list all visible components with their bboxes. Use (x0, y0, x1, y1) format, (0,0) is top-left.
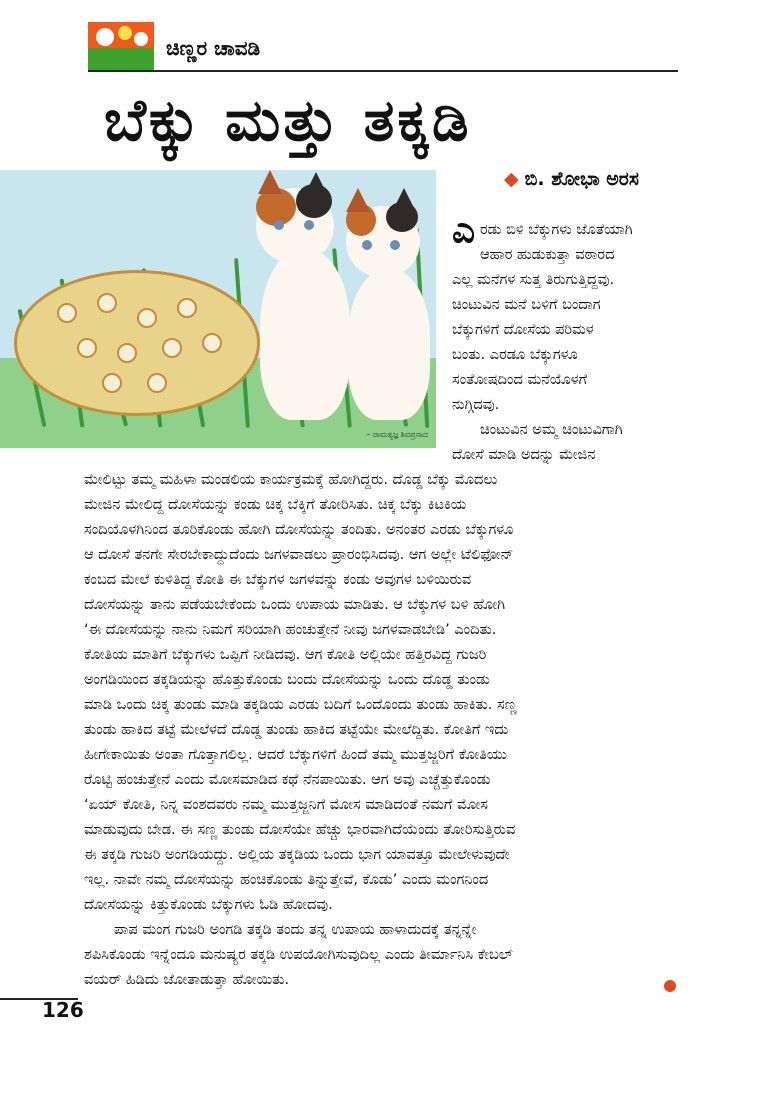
paragraph-line: ಸಂದಿಯೊಳಗಿನಿಂದ ತೂರಿಕೊಂಡು ಹೋಗಿ ದೋಸೆಯನ್ನು ತಂದಿತು. ಅನಂತರ ಎರಡು ಬೆಕ್ಕುಗಳೂ (84, 522, 514, 538)
paragraph-line: ಆ ದೋಸೆ ತನಗೇ ಸೇರಬೇಕಾದ್ದುದೆಂದು ಜಗಳವಾಡಲು ಪ್ರಾರಂಭಿಸಿದವು. ಆಗ ಅಲ್ಲೇ ಟೆಲಿಫೋನ್ (84, 547, 514, 563)
paragraph-line: ಮೇಲಿಟ್ಟು ತಮ್ಮ ಮಹಿಳಾ ಮಂಡಲಿಯ ಕಾರ್ಯಕ್ರಮಕ್ಕೆ ಹೋಗಿದ್ದರು. ದೊಡ್ಡ ಬೆಕ್ಕು ಮೊದಲು (84, 472, 498, 488)
paragraph-line: ಮಾಡುವುದು ಬೇಡ. ಈ ಸಣ್ಣ ತುಂಡು ದೋಸೆಯೇ ಹೆಚ್ಚು ಭಾರವಾಗಿದೆಯೆಂದು ತೋರಿಸುತ್ತಿರುವ (84, 822, 516, 838)
paragraph-line: ವಯರ್ ಹಿಡಿದು ಜೋತಾಡುತ್ತಾ ಹೋಯಿತು. (84, 972, 290, 988)
cat-right (348, 270, 430, 420)
paragraph-line: ನುಗ್ಗಿದವು. (452, 397, 500, 413)
paragraph-line: ದೋಸೆಯನ್ನು ಕಿತ್ತುಕೊಂಡು ಬೆಕ್ಕುಗಳು ಓಡಿ ಹೋದವು. (84, 897, 333, 913)
paragraph-line: ಇಲ್ಲ. ನಾವೇ ನಮ್ಮ ದೋಸೆಯನ್ನು ಹಂಚಿಕೊಂಡು ತಿನ್ನುತ್ತೇವೆ, ಕೊಡು’ ಎಂದು ಮಂಗನಿಂದ (84, 872, 489, 888)
paragraph-line: ಕಂಬದ ಮೇಲೆ ಕುಳಿತಿದ್ದ ಕೋತಿ ಈ ಬೆಕ್ಕುಗಳ ಜಗಳವನ್ನು ಕಂಡು ಅವುಗಳ ಬಳಿಯಿರುವ (84, 572, 472, 588)
end-mark-icon (664, 980, 676, 992)
paragraph-line: ‘ಈ ದೋಸೆಯನ್ನು ನಾನು ನಿಮಗೆ ಸರಿಯಾಗಿ ಹಂಚುತ್ತೇನೆ ನೀವು ಜಗಳವಾಡಬೇಡಿ’ ಎಂದಿತು. (84, 622, 497, 638)
paragraph-line: ಈ ತಕ್ಕಡಿ ಗುಜರಿ ಅಂಗಡಿಯದ್ದು. ಅಲ್ಲಿಯ ತಕ್ಕಡಿಯ ಒಂದು ಭಾಗ ಯಾವತ್ತೂ ಮೇಲೇಳುವುದೇ (84, 847, 510, 863)
paragraph-line: ತುಂಡು ಹಾಕಿದ ತಟ್ಟೆ ಮೇಲೆಳದೆ ದೊಡ್ಡ ತುಂಡು ಹಾಕಿದ ತಟ್ಟೆಯೇ ಮೇಲೆದ್ದಿತು. ಕೋತಿಗೆ ಇದು (84, 722, 509, 738)
illustration-credit: – ರಾಮತ್ಯಜ್ಞ ಶಿವಪ್ರಸಾದ (366, 430, 428, 439)
diamond-bullet-icon: ◆ (504, 168, 519, 190)
section-logo (88, 22, 154, 70)
paragraph-line: ಆಹಾರ ಹುಡುಕುತ್ತಾ ವಠಾರದ (480, 247, 615, 263)
paragraph-line: ಮಾಡಿ ಒಂದು ಚಿಕ್ಕ ತುಂಡು ಮಾಡಿ ತಕ್ಕಡಿಯ ಎರಡು ಬದಿಗೆ ಒಂದೊಂದು ತುಂಡು ಹಾಕಿತು. ಸಣ್ಣ (84, 697, 518, 713)
paragraph-line: ಅಂಗಡಿಯಿಂದ ತಕ್ಕಡಿಯನ್ನು ಹೊತ್ತುಕೊಂಡು ಬಂದು ದೋಸೆಯನ್ನು ಒಂದು ದೊಡ್ಡ ತುಂಡು (84, 672, 490, 688)
paragraph-line: ಮೇಜಿನ ಮೇಲಿದ್ದ ದೋಸೆಯನ್ನು ಕಂಡು ಚಿಕ್ಕ ಬೆಕ್ಕಿಗೆ ತೋರಿಸಿತು. ಚಿಕ್ಕ ಬೆಕ್ಕು ಕಿಟಕಿಯ (84, 497, 467, 513)
paragraph-line: ಚಿಂಟುವಿನ ಅಮ್ಮ ಚಿಂಟುವಿಗಾಗಿ (480, 422, 623, 438)
paragraph-line: ಪಾಪ ಮಂಗ ಗುಜರಿ ಅಂಗಡಿ ತಕ್ಕಡಿ ತಂದು ತನ್ನ ಉಪಾಯ ಹಾಳಾದುದಕ್ಕೆ ತನ್ನನ್ನೇ (114, 922, 477, 938)
paragraph-line: ದೋಸೆ ಮಾಡಿ ಅದನ್ನು ಮೇಜಿನ (452, 447, 596, 463)
header-rule (88, 70, 678, 72)
byline (504, 168, 639, 190)
page-number: 126 (42, 998, 84, 1022)
paragraph-line: ಚಿಂಟುವಿನ ಮನೆ ಬಳಿಗೆ ಬಂದಾಗ (452, 297, 601, 313)
paragraph-line: ‘ಏಯ್ ಕೋತಿ, ನಿನ್ನ ವಂಶದವರು ನಮ್ಮ ಮುತ್ತಜ್ಜನಿಗೆ ಮೋಸ ಮಾಡಿದಂತೆ ನಮಗೆ ಮೋಸ (84, 797, 488, 813)
paragraph-line: ಕೋತಿಯ ಮಾತಿಗೆ ಬೆಕ್ಕುಗಳು ಒಪ್ಪಿಗೆ ನೀಡಿದವು. ಆಗ ಕೋತಿ ಅಲ್ಲಿಯೇ ಹತ್ತಿರವಿದ್ದ ಗುಜರಿ (84, 647, 487, 663)
paragraph-line: ಬೆಕ್ಕುಗಳಿಗೆ ದೋಸೆಯ ಪರಿಮಳ (452, 322, 594, 338)
paragraph-line: ರಡು ಬಿಳಿ ಬೆಕ್ಕುಗಳು ಜೊತೆಯಾಗಿ (480, 222, 633, 238)
paragraph-line: ಸಂತೋಷದಿಂದ ಮನೆಯೊಳಗೆ (452, 372, 588, 388)
section-label: ಚಿಣ್ಣರ ಚಾವಡಿ (166, 36, 261, 60)
paragraph-line: ಬಂತು. ಎರಡೂ ಬೆಕ್ಕುಗಳೂ (452, 347, 578, 363)
paragraph-line: ರೊಟ್ಟಿ ಹಂಚುತ್ತೇನೆ ಎಂದು ಮೋಸಮಾಡಿದ ಕಥೆ ನೆನಪಾಯಿತು. ಆಗ ಅವು ಎಚ್ಚೆತ್ತುಕೊಂಡು (84, 772, 491, 788)
paragraph-line: ಹೀಗೇಕಾಯಿತು ಅಂತಾ ಗೊತ್ತಾಗಲಿಲ್ಲ. ಆದರೆ ಬೆಕ್ಕುಗಳಿಗೆ ಹಿಂದೆ ತಮ್ಮ ಮುತ್ತಜ್ಜರಿಗೆ ಕೋತಿಯು (84, 747, 508, 763)
illustration-cats-dosa (0, 170, 436, 448)
cat-left (260, 250, 350, 420)
dosa-image (14, 270, 260, 416)
section-header (88, 22, 678, 72)
paragraph-line: ದೋಸೆಯನ್ನು ತಾನು ಪಡೆಯಬೇಕೆಂದು ಒಂದು ಉಪಾಯ ಮಾಡಿತು. ಆ ಬೆಕ್ಕುಗಳ ಬಳಿ ಹೋಗಿ (84, 597, 506, 613)
paragraph-line: ಎಲ್ಲ ಮನೆಗಳ ಸುತ್ತ ತಿರುಗುತ್ತಿದ್ದವು. (452, 272, 615, 288)
paragraph-line: ಶಪಿಸಿಕೊಂಡು ಇನ್ನೆಂದೂ ಮನುಷ್ಯರ ತಕ್ಕಡಿ ಉಪಯೋಗಿಸುವುದಿಲ್ಲ ಎಂದು ತೀರ್ಮಾನಿಸಿ ಕೇಬಲ್ (84, 947, 513, 963)
article-title: ಬೆಕ್ಕು ಮತ್ತು ತಕ್ಕಡಿ (104, 86, 472, 154)
drop-cap: ಎ (452, 210, 476, 251)
author-name: ಬಿ. ಶೋಭಾ ಅರಸ (524, 168, 639, 190)
